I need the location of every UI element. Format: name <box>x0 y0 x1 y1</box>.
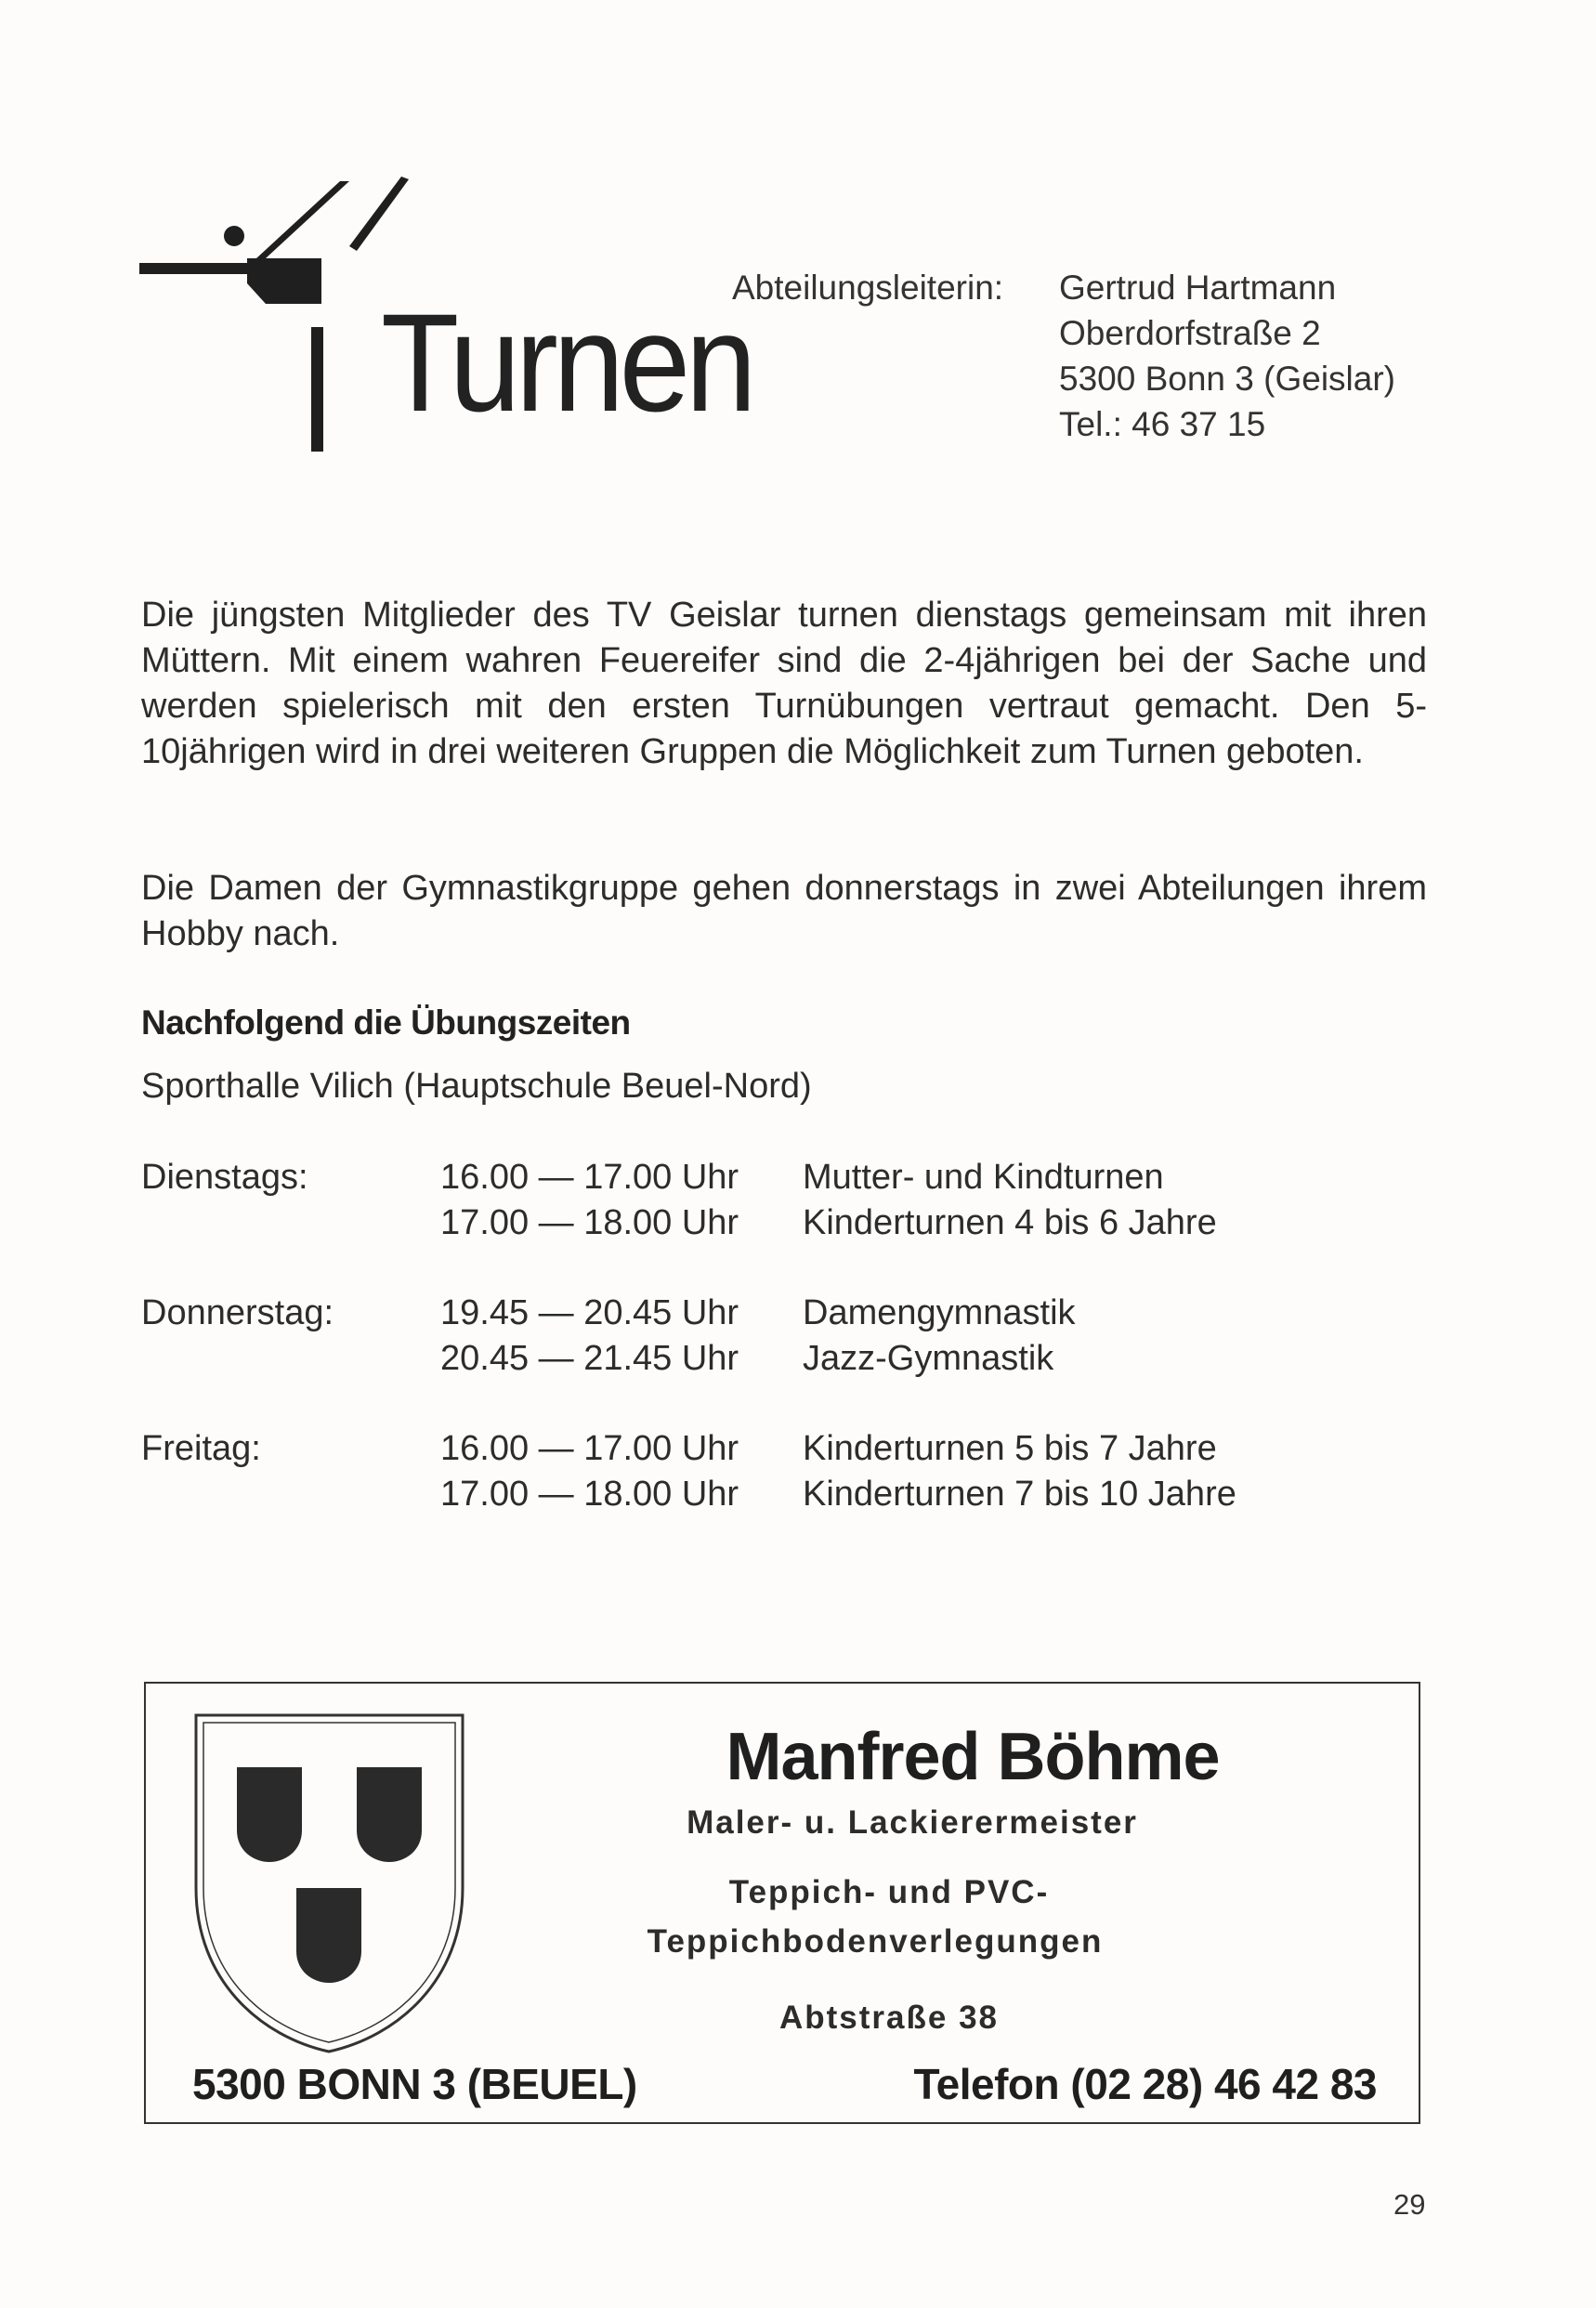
advertiser-service-line2: Teppichbodenverlegungen <box>647 1923 1104 1960</box>
day-label: Dienstags: <box>141 1158 308 1197</box>
gymnastics-paragraph: Die Damen der Gymnastikgruppe gehen donnerstags in zwei Abteilungen ihrem Hobby nach. <box>141 869 1427 953</box>
advertiser-city: 5300 BONN 3 (BEUEL) <box>192 2060 637 2108</box>
three-shields-crest-icon <box>192 1711 466 2055</box>
page-number: 29 <box>1393 2188 1426 2221</box>
contact-label: Abteilungsleiterin: <box>732 269 1004 307</box>
schedule-slot <box>440 1155 1164 1200</box>
contact-label-block <box>732 265 1003 310</box>
slot-time: 16.00 — 17.00 Uhr <box>440 1429 739 1468</box>
advertiser-phone: Telefon (02 28) 46 42 83 <box>913 2060 1377 2108</box>
contact-city: 5300 Bonn 3 (Geislar) <box>1059 360 1395 398</box>
slot-time: 20.45 — 21.45 Uhr <box>440 1339 739 1378</box>
slot-activity: Damengymnastik <box>803 1293 1076 1332</box>
slot-time: 17.00 — 18.00 Uhr <box>440 1203 739 1242</box>
slot-time: 16.00 — 17.00 Uhr <box>440 1158 739 1197</box>
advertiser-service-line1: Teppich- und PVC- <box>728 1874 1050 1910</box>
advertiser-trade: Maler- u. Lackierermeister <box>687 1804 1138 1841</box>
day-label: Freitag: <box>141 1429 261 1468</box>
schedule-slot <box>440 1336 1053 1382</box>
intro-paragraph: Die jüngsten Mitglieder des TV Geislar turnen dienstags gemeinsam mit ihren Müttern. Mit einem wahren Feuereifer sind die 2-4jährigen bei der Sache und werden spielerisch mit den ersten Turnübungen vertraut gemacht. Den 5-10jährigen wird in drei weiteren Gruppen die Möglichkeit zum Turnen geboten. <box>141 596 1427 771</box>
slot-activity: Kinderturnen 7 bis 10 Jahre <box>803 1475 1236 1514</box>
contact-name: Gertrud Hartmann <box>1059 269 1337 307</box>
slot-activity: Jazz-Gymnastik <box>803 1339 1054 1378</box>
section-title: Turnen <box>381 284 752 440</box>
schedule-heading: Nachfolgend die Übungszeiten <box>141 1003 631 1042</box>
slot-activity: Kinderturnen 4 bis 6 Jahre <box>803 1203 1217 1242</box>
slot-time: 17.00 — 18.00 Uhr <box>440 1475 739 1514</box>
advertisement-box <box>144 1682 1420 2124</box>
schedule-slot <box>440 1472 1236 1517</box>
schedule-slot <box>440 1200 1217 1246</box>
contact-phone: Tel.: 46 37 15 <box>1059 405 1266 443</box>
advertiser-street: Abtstraße 38 <box>778 2000 1000 2036</box>
advertiser-name: Manfred Böhme <box>726 1720 1220 1794</box>
venue: Sporthalle Vilich (Hauptschule Beuel-Nord) <box>141 1067 812 1106</box>
slot-activity: Kinderturnen 5 bis 7 Jahre <box>803 1429 1217 1468</box>
schedule-slot <box>440 1426 1217 1472</box>
slot-activity: Mutter- und Kindturnen <box>803 1158 1164 1197</box>
slot-time: 19.45 — 20.45 Uhr <box>440 1293 739 1332</box>
day-label: Donnerstag: <box>141 1293 334 1332</box>
contact-street: Oberdorfstraße 2 <box>1059 314 1321 352</box>
contact-details <box>1059 265 1395 447</box>
schedule-slot <box>440 1291 1076 1336</box>
